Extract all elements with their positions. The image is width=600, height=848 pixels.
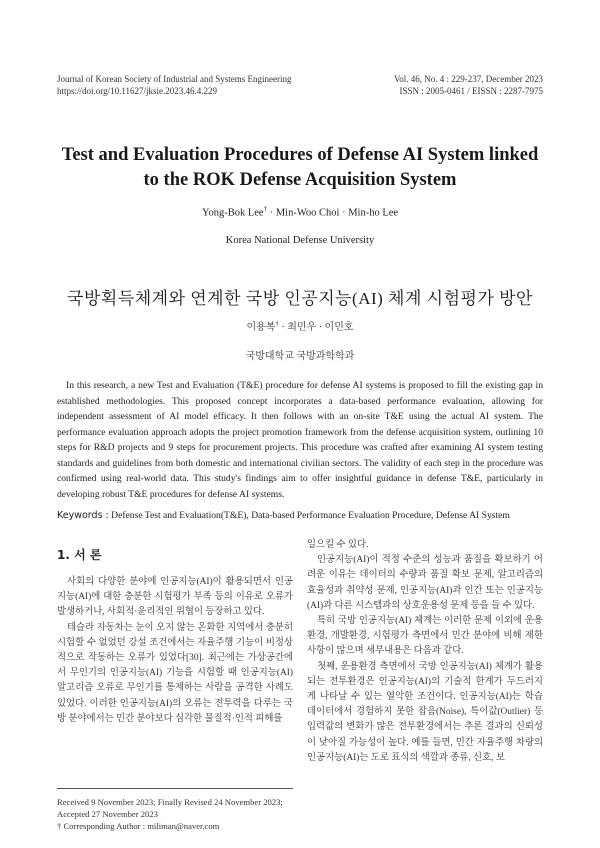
intro-paragraph-2: 테슬라 자동차는 눈이 오지 않는 온화한 지역에서 충분히 시험할 수 없었던 강설 조건에서는 자율주행 기능이 비정상적으로 작동하는 오류가 있었다[30]. 최근에는 가상공간에서 무인기의 인공지능(AI) 기능을 시험할 때 인공지능(AI) 알고리즘 오류로 무인기를 통제하는 사람을 공격한 사례도 있었다. 이러한 인공지능(AI)의 오류는 전투력을 다루는 국방 분야에서는 민간 분야보다 심각한 물질적·인적 피해를 (57, 622, 293, 724)
corresponding-mark-ko: † (275, 319, 279, 328)
abstract: In this research, a new Test and Evaluation (T&E) procedure for defense AI systems is proposed to fill the existing gap in established methodologies. This proposed concept incorporates a data-based performance evaluation, allowing for independent assessment of AI model efficacy. It then follows with an on-site T&E using the actual AI system. The performance evaluation approach adopts the project promotion framework from the defense acquisition system, outlining 10 steps for R&D projects and 9 steps for procurement projects. This procedure was crafted after examining AI system testing standards and guidelines from both domestic and international civilian sectors. The validity of each step in the procedure was confirmed using real-world data. This study's findings aim to offer insightful guidance in defense T&E, particularly in developing robust T&E procedures for defense AI systems. (57, 380, 543, 500)
journal-name: Journal of Korean Society of Industrial and Systems Engineering (57, 74, 292, 84)
volume-info: Vol. 46, No. 4 : 229-237, December 2023 (393, 74, 543, 84)
corresponding-email[interactable]: miliman@naver.com (147, 821, 220, 831)
doi-link[interactable]: https://doi.org/10.11627/jksie.2023.46.4.229 (57, 86, 218, 96)
english-affiliation: Korea National Defense University (225, 235, 375, 246)
english-title-line2: to the ROK Defense Acquisition System (143, 170, 457, 190)
english-title-line1: Test and Evaluation Procedures of Defense AI System linked (61, 145, 539, 165)
section-heading-introduction: 1. 서 론 (57, 548, 102, 562)
intro-paragraph-4: 특히 국방 인공지능(AI) 체계는 이러한 문제 이외에 운용환경, 개발환경, 시험평가 측면에서 민간 분야에 비해 제한사항이 많으며 세부내용은 다음과 같다. (307, 616, 543, 657)
corresponding-mark-en: † (263, 205, 268, 213)
other-authors-ko: · 최민우 · 이민호 (278, 322, 354, 333)
korean-authors (0, 318, 600, 333)
keywords-text: Defense Test and Evaluation(T&E), Data-based Performance Evaluation Procedure, Defense AI System (108, 510, 510, 521)
korean-affiliation: 국방대학교 국방과학학과 (245, 351, 355, 362)
issn-info: ISSN : 2005-0461 / EISSN : 2287-7975 (399, 86, 543, 96)
footnotes (57, 796, 297, 832)
first-author-ko: 이용복 (246, 322, 276, 333)
first-author-en: Yong-Bok Lee (201, 207, 264, 219)
other-authors-en: · Min-Woo Choi · Min-ho Lee (267, 207, 399, 219)
accepted-date: Accepted 27 November 2023 (57, 809, 158, 819)
footnote-divider (57, 788, 293, 789)
received-date: Received 9 November 2023; Finally Revised 24 November 2023; (57, 797, 283, 807)
keywords (57, 510, 543, 521)
keywords-label: Keywords : (57, 510, 109, 521)
volume-header (394, 73, 543, 97)
corresponding-author (57, 820, 297, 832)
left-column (57, 575, 293, 727)
english-authors (0, 205, 600, 219)
right-column (307, 538, 543, 766)
intro-paragraph-3: 인공지능(AI)이 적정 수준의 성능과 품질을 확보하기 어려운 이유는 데이터의 수량과 품질 확보 문제, 알고리즘의 효율성과 취약성 문제, 인공지능(AI)과 인간 또는 인공지능(AI)과 다른 시스템과의 상호운용성 문제 등을 들 수 있다. (307, 555, 543, 611)
journal-header (57, 73, 291, 97)
korean-title: 국방획득체계와 연계한 국방 인공지능(AI) 체계 시험평가 방안 (67, 289, 533, 308)
intro-paragraph-5: 첫째, 운용환경 측면에서 국방 인공지능(AI) 체계가 활용되는 전투환경은 인공지능(AI)의 기술적 한계가 두드러지게 나타날 수 있는 열악한 조건이다. 인공지능(AI)는 학습 데이터에서 경험하지 못한 잡음(Noise), 특이값(Outlier) 등 입력값의 변화가 많은 전투환경에서는 추론 결과의 신뢰성이 낮아질 가능성이 높다. 예를 들면, 민간 자율주행 차량의 인공지능(AI)는 도로 표식의 색깔과 종류, 신호, 보 (307, 661, 543, 763)
english-title (40, 143, 560, 193)
intro-paragraph-continued: 일으킬 수 있다. (307, 540, 369, 550)
corresponding-label: † Corresponding Author : (57, 821, 148, 831)
intro-paragraph-1: 사회의 다양한 분야에 인공지능(AI)이 활용되면서 인공지능(AI)에 대한 충분한 시험평가 부족 등의 이유로 오류가 발생하거나, 사회적·윤리적인 위협이 등장하고 있다. (57, 577, 293, 618)
